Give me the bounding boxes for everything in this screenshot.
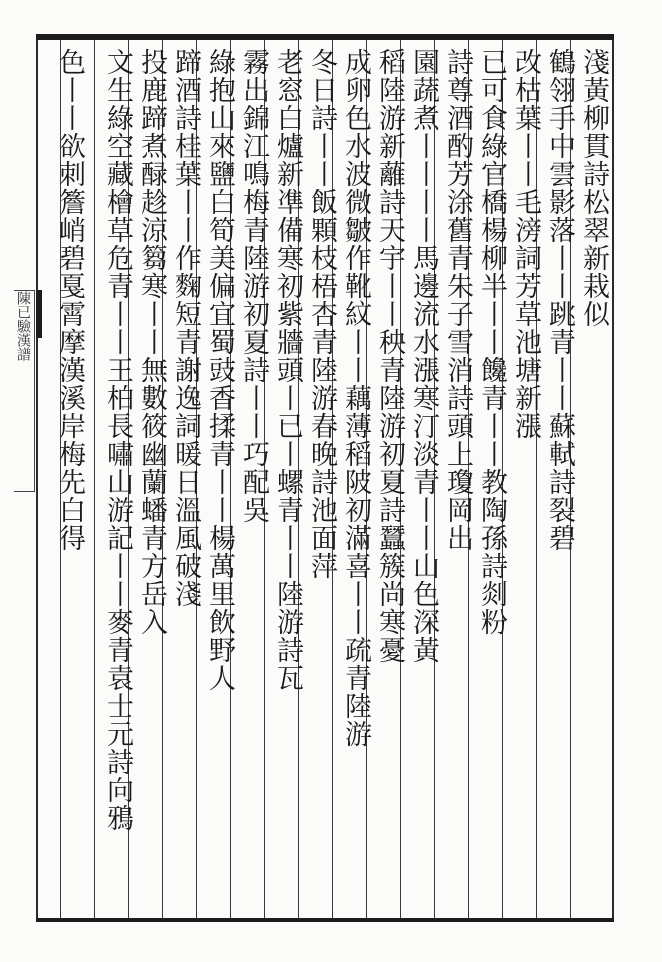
text-column: 投鹿蹄煮醁趁涼篘寒丨丨無數筱幽蘭蟠青方岳入 (136, 48, 167, 636)
spine-text: 陳已驗漢譜 (15, 291, 31, 361)
text-column: 老窓白爐新凖備寒初紫牆頭丨已丨螺青丨丨陸游詩瓦 (272, 48, 303, 692)
text-column: 改枯葉丨丨毛滂詞芳草池塘新漲 (510, 48, 541, 440)
text-column: 園蔬煮丨丨丨丨馬邊流水漲寒汀淡青丨丨山色深黃 (408, 48, 439, 664)
text-column: 色丨丨欲刺簷峭碧戛霄摩漢溪岸梅先白得 (54, 48, 85, 552)
text-column: 鶴翎手中雲影落丨丨跳青丨丨蘇軾詩裂碧 (544, 48, 575, 552)
text-column: 淺黃柳貫詩松翠新栽似 (578, 48, 609, 328)
text-column: 綠抱山來鹽白筍美偏宜蜀豉香揉青丨丨楊萬里飲野人 (204, 48, 235, 692)
spine-mark (36, 290, 42, 338)
text-column: 文生綠空藏檜草危青丨丨王柏長嘯山游記丨丨麥青袁士元詩向鴉 (102, 48, 133, 832)
bottom-border-rule (36, 918, 614, 922)
text-column: 冬日詩丨丨飯顆枝梧杏青陸游春晚詩池面萍 (306, 48, 337, 580)
top-border-rule (36, 34, 614, 40)
text-column: 成卵色水波微皺作靴紋丨丨藕薄稻陂初滿喜丨丨疏青陸游 (340, 48, 371, 748)
spine-margin-label (14, 290, 35, 492)
text-column: 霧出錦江鳴梅青陸游初夏詩丨丨巧配吳 (238, 48, 269, 524)
column-rule (94, 40, 95, 918)
text-column: 稻陸游新蘺詩天宇丨丨秧青陸游初夏詩蠶簇尚寒憂 (374, 48, 405, 664)
text-column: 蹄酒詩桂葉丨丨作麴短青謝逸詞暖日溫風破淺 (170, 48, 201, 608)
text-column: 已可食綠官橋楊柳半丨丨饞青丨丨教陶孫詩剡粉 (476, 48, 507, 636)
text-column: 詩尊酒酌芳涂舊青朱子雪消詩頭上瓊岡出 (442, 48, 473, 552)
